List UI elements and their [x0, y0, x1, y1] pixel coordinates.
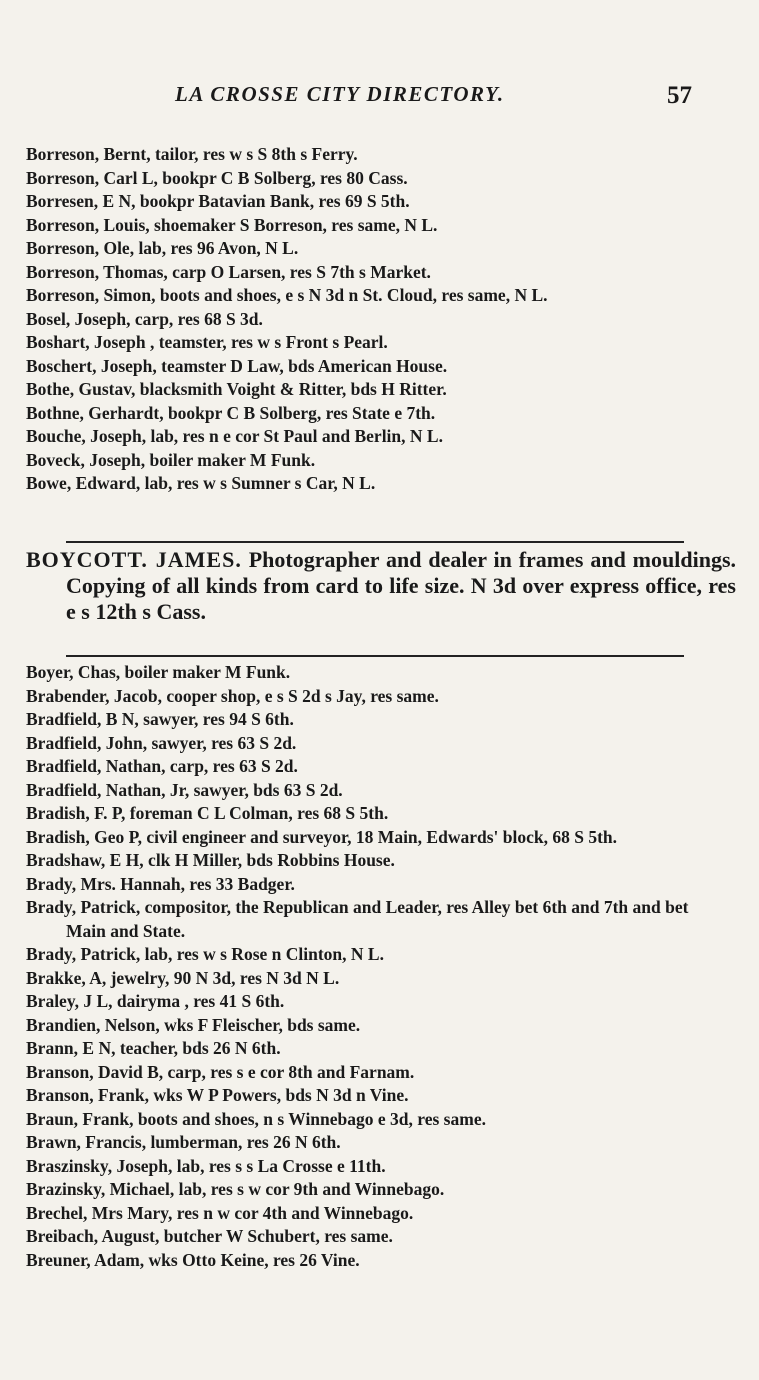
directory-entry: Brady, Patrick, compositor, the Republican and Leader, res Alley bet 6th and 7th and bet Main and State.	[26, 897, 689, 941]
directory-entry: Borreson, Thomas, carp O Larsen, res S 7th s Market.	[26, 261, 431, 282]
directory-entry: Braszinsky, Joseph, lab, res s s La Crosse e 11th.	[26, 1155, 386, 1176]
directory-entry: Borresen, E N, bookpr Batavian Bank, res 69 S 5th.	[26, 191, 410, 211]
directory-entry: Borreson, Louis, shoemaker S Borreson, res same, N L.	[26, 214, 438, 235]
directory-entry: Bradish, F. P, foreman C L Colman, res 68 S 5th.	[26, 803, 389, 823]
advertiser-name: BOYCOTT. JAMES.	[26, 547, 242, 572]
directory-entry: Borreson, Bernt, tailor, res w s S 8th s Ferry.	[26, 144, 358, 164]
directory-entry: Brechel, Mrs Mary, res n w cor 4th and Winnebago.	[26, 1202, 414, 1223]
directory-entry: Bradfield, Nathan, Jr, sawyer, bds 63 S 2d.	[26, 779, 343, 800]
directory-entry: Brady, Patrick, lab, res w s Rose n Clinton, N L.	[26, 944, 384, 964]
directory-entry: Brann, E N, teacher, bds 26 N 6th.	[26, 1038, 281, 1058]
directory-entry: Breibach, August, butcher W Schubert, res same.	[26, 1226, 393, 1246]
directory-entry: Braley, J L, dairyma , res 41 S 6th.	[26, 991, 285, 1011]
divider-rule	[66, 541, 684, 543]
directory-entry: Bradshaw, E H, clk H Miller, bds Robbins House.	[26, 850, 395, 870]
entry-list-top	[26, 143, 706, 496]
directory-entry: Boveck, Joseph, boiler maker M Funk.	[26, 449, 316, 470]
directory-entry: Brawn, Francis, lumberman, res 26 N 6th.	[26, 1132, 341, 1152]
directory-entry: Brady, Mrs. Hannah, res 33 Badger.	[26, 873, 295, 894]
entry-list-bottom	[26, 661, 706, 1272]
directory-entry: Brazinsky, Michael, lab, res s w cor 9th and Winnebago.	[26, 1179, 445, 1199]
directory-entry: Breuner, Adam, wks Otto Keine, res 26 Vine.	[26, 1249, 360, 1270]
directory-entry: Boshart, Joseph , teamster, res w s Front s Pearl.	[26, 332, 388, 352]
page-number: 57	[667, 82, 692, 109]
directory-entry: Braun, Frank, boots and shoes, n s Winnebago e 3d, res same.	[26, 1108, 486, 1129]
directory-entry: Bowe, Edward, lab, res w s Sumner s Car, N L.	[26, 473, 376, 493]
advertisement-entry	[26, 547, 736, 625]
directory-entry: Boschert, Joseph, teamster D Law, bds American House.	[26, 355, 448, 376]
directory-entry: Bothe, Gustav, blacksmith Voight & Ritter, bds H Ritter.	[26, 379, 447, 399]
page-header	[0, 78, 759, 118]
directory-entry: Bothne, Gerhardt, bookpr C B Solberg, res State e 7th.	[26, 402, 436, 423]
directory-entry: Borreson, Ole, lab, res 96 Avon, N L.	[26, 238, 299, 258]
divider-rule	[66, 655, 684, 657]
directory-entry: Bradfield, Nathan, carp, res 63 S 2d.	[26, 756, 298, 776]
advertisement-text: Photographer and dealer in frames and mouldings. Copying of all kinds from card to life size. N 3d over express office, res e s 12th s Cass.	[66, 547, 737, 624]
directory-entry: Bradfield, John, sawyer, res 63 S 2d.	[26, 732, 297, 753]
directory-entry: Branson, David B, carp, res s e cor 8th and Farnam.	[26, 1061, 415, 1082]
directory-entry: Bouche, Joseph, lab, res n e cor St Paul and Berlin, N L.	[26, 426, 443, 446]
directory-entry: Bradfield, B N, sawyer, res 94 S 6th.	[26, 709, 294, 729]
directory-entry: Bradish, Geo P, civil engineer and surveyor, 18 Main, Edwards' block, 68 S 5th.	[26, 826, 618, 847]
directory-entry: Bosel, Joseph, carp, res 68 S 3d.	[26, 308, 263, 329]
running-title: LA CROSSE CITY DIRECTORY.	[175, 82, 505, 106]
directory-entry: Brabender, Jacob, cooper shop, e s S 2d s Jay, res same.	[26, 685, 439, 706]
directory-entry: Borreson, Carl L, bookpr C B Solberg, res 80 Cass.	[26, 167, 408, 188]
directory-entry: Boyer, Chas, boiler maker M Funk.	[26, 662, 291, 682]
directory-entry: Brandien, Nelson, wks F Fleischer, bds same.	[26, 1014, 361, 1035]
directory-entry: Borreson, Simon, boots and shoes, e s N 3d n St. Cloud, res same, N L.	[26, 285, 548, 305]
directory-entry: Brakke, A, jewelry, 90 N 3d, res N 3d N L.	[26, 967, 340, 988]
directory-entry: Branson, Frank, wks W P Powers, bds N 3d n Vine.	[26, 1085, 409, 1105]
